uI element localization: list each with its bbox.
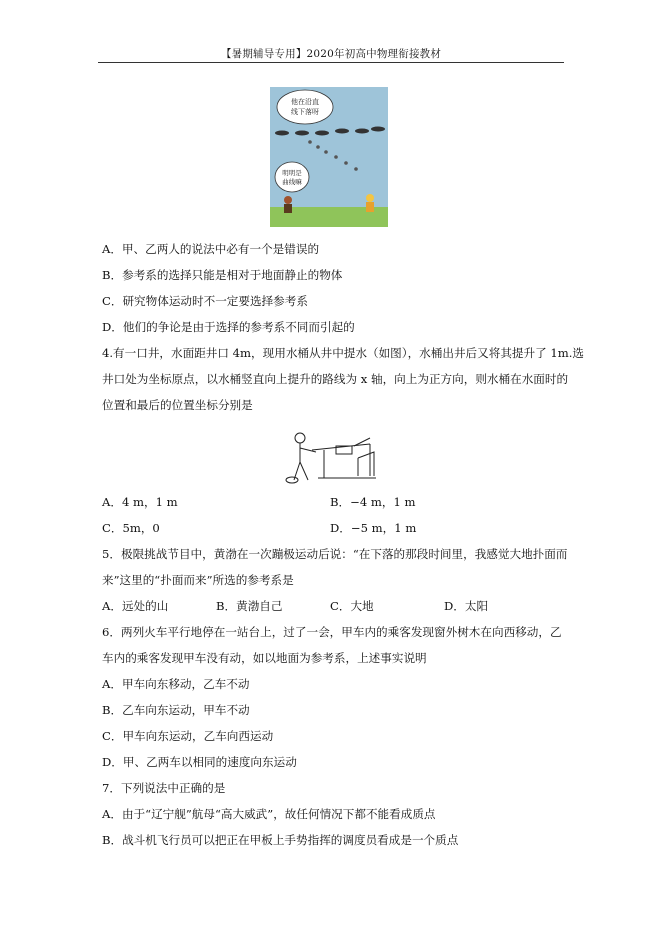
q4-option-a: A．4 m，1 m: [102, 495, 178, 509]
q7-option-a: A．由于“辽宁舰”航母“高大威武”，故任何情况下都不能看成质点: [102, 807, 436, 821]
q3-option-b: B．参考系的选择只能是相对于地面静止的物体: [102, 268, 343, 282]
page-header: 【暑期辅导专用】2020年初高中物理衔接教材: [220, 48, 442, 60]
q4-option-c: C．5m，0: [102, 521, 160, 535]
falling-object-cartoon: [270, 87, 388, 227]
q5-option-d: D．太阳: [444, 599, 489, 613]
q7-option-b: B．战斗机飞行员可以把正在甲板上手势指挥的调度员看成是一个质点: [102, 833, 459, 847]
bubble-top-line1: 他在沿直: [291, 98, 319, 106]
q6-stem-line1: 6．两列火车平行地停在一站台上，过了一会，甲车内的乘客发现窗外树木在向西移动，乙: [102, 625, 562, 639]
q5-option-c: C．大地: [330, 599, 374, 613]
q6-option-b: B．乙车向东运动，甲车不动: [102, 703, 250, 717]
q6-option-d: D．甲、乙两车以相同的速度向东运动: [102, 755, 297, 769]
q4-option-b: B．−4 m，1 m: [330, 495, 416, 509]
q5-option-a: A．远处的山: [102, 599, 169, 613]
bubble-left-line2: 曲线嘛: [282, 178, 302, 186]
header-rule: [98, 62, 564, 63]
q6-option-c: C．甲车向东运动，乙车向西运动: [102, 729, 274, 743]
q3-option-a: A．甲、乙两人的说法中必有一个是错误的: [102, 242, 320, 256]
q7-stem: 7．下列说法中正确的是: [102, 781, 226, 795]
q4-stem-line2: 井口处为坐标原点，以水桶竖直向上提升的路线为 x 轴，向上为正方向，则水桶在水面时的: [102, 372, 569, 386]
q5-stem-line1: 5．极限挑战节目中，黄渤在一次蹦极运动后说：“在下落的那段时间里，我感觉大地扑面而: [102, 547, 568, 561]
bubble-left-line1: 明明是: [282, 169, 302, 177]
q6-stem-line2: 车内的乘客发现甲车没有动，如以地面为参考系，上述事实说明: [102, 651, 427, 665]
bubble-top-line2: 线下落呀: [291, 108, 319, 116]
q3-option-c: C．研究物体运动时不一定要选择参考系: [102, 294, 308, 308]
q5-stem-line2: 来”这里的“扑面而来”所选的参考系是: [102, 573, 294, 587]
well-bucket-figure: [284, 428, 380, 488]
q6-option-a: A．甲车向东移动，乙车不动: [102, 677, 250, 691]
q3-option-d: D．他们的争论是由于选择的参考系不同而引起的: [102, 320, 355, 334]
q4-stem-line1: 4.有一口井，水面距井口 4m，现用水桶从井中提水（如图），水桶出井后又将其提升了 1m.选: [102, 346, 585, 360]
q4-stem-line3: 位置和最后的位置坐标分别是: [102, 398, 253, 412]
q4-option-d: D．−5 m，1 m: [330, 521, 417, 535]
q5-option-b: B．黄渤自己: [216, 599, 283, 613]
